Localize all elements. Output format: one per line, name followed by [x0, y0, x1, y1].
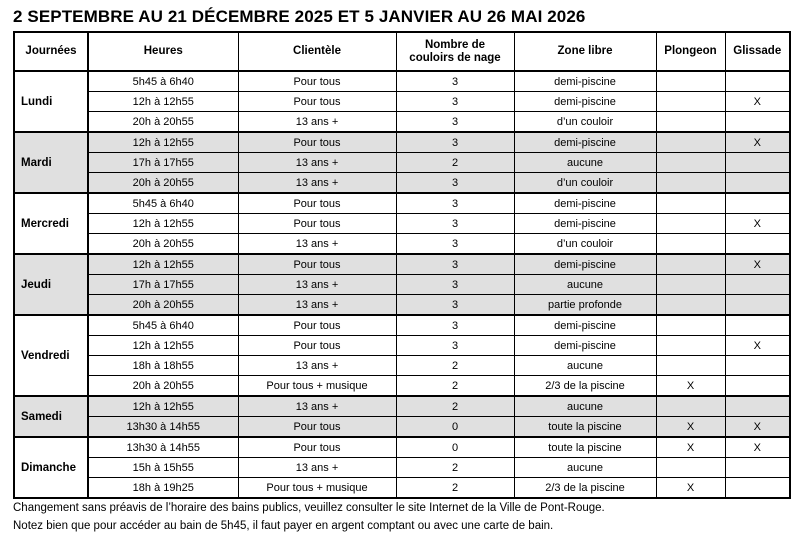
cell-slide — [725, 315, 790, 336]
cell-clientele: 13 ans + — [238, 458, 396, 478]
cell-zone: demi-piscine — [514, 336, 656, 356]
cell-zone: aucune — [514, 458, 656, 478]
cell-slide: X — [725, 254, 790, 275]
cell-zone: demi-piscine — [514, 254, 656, 275]
cell-dive — [656, 295, 725, 316]
cell-dive: X — [656, 437, 725, 458]
cell-dive — [656, 153, 725, 173]
cell-slide: X — [725, 437, 790, 458]
header-day: Journées — [14, 32, 88, 71]
cell-hours: 17h à 17h55 — [88, 153, 238, 173]
cell-lanes: 3 — [396, 336, 514, 356]
day-group-vendredi — [14, 315, 790, 396]
cell-dive — [656, 356, 725, 376]
day-label: Samedi — [14, 396, 88, 437]
cell-clientele: Pour tous — [238, 71, 396, 92]
table-row — [14, 458, 790, 478]
page-title: 2 SEPTEMBRE AU 21 DÉCEMBRE 2025 ET 5 JANVIER AU 26 MAI 2026 — [13, 7, 586, 26]
cell-hours: 18h à 19h25 — [88, 478, 238, 499]
cell-clientele: 13 ans + — [238, 356, 396, 376]
cell-hours: 5h45 à 6h40 — [88, 71, 238, 92]
day-label: Mardi — [14, 132, 88, 193]
cell-lanes: 3 — [396, 132, 514, 153]
cell-clientele: Pour tous — [238, 437, 396, 458]
cell-dive — [656, 315, 725, 336]
cell-lanes: 2 — [396, 478, 514, 499]
schedule-table — [13, 31, 791, 499]
cell-hours: 18h à 18h55 — [88, 356, 238, 376]
cell-hours: 12h à 12h55 — [88, 214, 238, 234]
cell-lanes: 3 — [396, 173, 514, 194]
cell-dive — [656, 71, 725, 92]
cell-dive — [656, 132, 725, 153]
day-label: Mercredi — [14, 193, 88, 254]
cell-clientele: 13 ans + — [238, 112, 396, 133]
cell-dive: X — [656, 376, 725, 397]
cell-lanes: 2 — [396, 396, 514, 417]
table-row — [14, 92, 790, 112]
cell-lanes: 3 — [396, 71, 514, 92]
cell-hours: 20h à 20h55 — [88, 173, 238, 194]
table-row — [14, 478, 790, 499]
cell-lanes: 3 — [396, 254, 514, 275]
header-slide: Glissade — [725, 32, 790, 71]
cell-hours: 20h à 20h55 — [88, 112, 238, 133]
cell-zone: demi-piscine — [514, 92, 656, 112]
table-row — [14, 295, 790, 316]
table-row — [14, 193, 790, 214]
cell-hours: 12h à 12h55 — [88, 132, 238, 153]
cell-lanes: 3 — [396, 234, 514, 255]
cell-clientele: Pour tous — [238, 254, 396, 275]
cell-slide — [725, 173, 790, 194]
cell-clientele: Pour tous — [238, 214, 396, 234]
cell-clientele: Pour tous — [238, 336, 396, 356]
cell-dive — [656, 458, 725, 478]
cell-hours: 13h30 à 14h55 — [88, 417, 238, 438]
cell-dive — [656, 112, 725, 133]
cell-slide — [725, 112, 790, 133]
cell-dive — [656, 396, 725, 417]
header-clientele: Clientèle — [238, 32, 396, 71]
cell-zone: demi-piscine — [514, 193, 656, 214]
cell-lanes: 3 — [396, 315, 514, 336]
cell-lanes: 2 — [396, 356, 514, 376]
cell-hours: 12h à 12h55 — [88, 254, 238, 275]
cell-zone: demi-piscine — [514, 315, 656, 336]
cell-zone: aucune — [514, 356, 656, 376]
table-row — [14, 376, 790, 397]
day-group-lundi — [14, 71, 790, 132]
day-group-mardi — [14, 132, 790, 193]
cell-zone: toute la piscine — [514, 437, 656, 458]
cell-zone: toute la piscine — [514, 417, 656, 438]
cell-hours: 20h à 20h55 — [88, 295, 238, 316]
day-group-samedi — [14, 396, 790, 437]
day-label: Dimanche — [14, 437, 88, 498]
cell-zone: partie profonde — [514, 295, 656, 316]
cell-slide — [725, 153, 790, 173]
table-row — [14, 275, 790, 295]
cell-zone: d’un couloir — [514, 112, 656, 133]
cell-slide: X — [725, 132, 790, 153]
cell-clientele: Pour tous — [238, 315, 396, 336]
cell-zone: 2/3 de la piscine — [514, 376, 656, 397]
cell-dive: X — [656, 417, 725, 438]
table-row — [14, 254, 790, 275]
note-schedule-change: Changement sans préavis de l’horaire des bains publics, veuillez consulter le site Internet de la Ville de Pont-Rouge. — [13, 502, 605, 514]
table-row — [14, 437, 790, 458]
cell-clientele: 13 ans + — [238, 295, 396, 316]
cell-zone: d’un couloir — [514, 173, 656, 194]
cell-dive — [656, 275, 725, 295]
header-dive: Plongeon — [656, 32, 725, 71]
cell-dive — [656, 173, 725, 194]
cell-lanes: 2 — [396, 376, 514, 397]
cell-zone: d’un couloir — [514, 234, 656, 255]
header-lanes-line2: couloirs de nage — [409, 51, 501, 64]
cell-clientele: 13 ans + — [238, 153, 396, 173]
header-row — [14, 32, 790, 71]
cell-clientele: Pour tous — [238, 92, 396, 112]
table-row — [14, 132, 790, 153]
cell-clientele: 13 ans + — [238, 173, 396, 194]
table-row — [14, 214, 790, 234]
cell-dive — [656, 214, 725, 234]
cell-lanes: 3 — [396, 92, 514, 112]
cell-zone: demi-piscine — [514, 214, 656, 234]
cell-lanes: 3 — [396, 112, 514, 133]
cell-zone: aucune — [514, 275, 656, 295]
cell-slide — [725, 275, 790, 295]
cell-slide — [725, 478, 790, 499]
cell-lanes: 3 — [396, 193, 514, 214]
cell-dive — [656, 92, 725, 112]
day-label: Lundi — [14, 71, 88, 132]
cell-hours: 12h à 12h55 — [88, 92, 238, 112]
cell-hours: 20h à 20h55 — [88, 376, 238, 397]
header-lanes-line1: Nombre de — [424, 38, 486, 51]
table-row — [14, 336, 790, 356]
cell-hours: 20h à 20h55 — [88, 234, 238, 255]
cell-clientele: Pour tous — [238, 417, 396, 438]
day-group-mercredi — [14, 193, 790, 254]
cell-hours: 15h à 15h55 — [88, 458, 238, 478]
table-row — [14, 417, 790, 438]
notes — [13, 499, 605, 535]
table-row — [14, 153, 790, 173]
cell-dive: X — [656, 478, 725, 499]
cell-hours: 13h30 à 14h55 — [88, 437, 238, 458]
table-row — [14, 234, 790, 255]
header-hours: Heures — [88, 32, 238, 71]
cell-slide — [725, 396, 790, 417]
cell-dive — [656, 254, 725, 275]
cell-slide: X — [725, 214, 790, 234]
cell-clientele: 13 ans + — [238, 234, 396, 255]
cell-zone: aucune — [514, 153, 656, 173]
table-row — [14, 396, 790, 417]
table-row — [14, 356, 790, 376]
note-payment: Notez bien que pour accéder au bain de 5h45, il faut payer en argent comptant ou avec une carte de bain. — [13, 520, 554, 532]
cell-zone: demi-piscine — [514, 132, 656, 153]
cell-clientele: Pour tous + musique — [238, 376, 396, 397]
cell-slide — [725, 458, 790, 478]
table-row — [14, 71, 790, 92]
cell-hours: 12h à 12h55 — [88, 396, 238, 417]
cell-slide — [725, 356, 790, 376]
cell-zone: 2/3 de la piscine — [514, 478, 656, 499]
cell-lanes: 3 — [396, 214, 514, 234]
cell-hours: 5h45 à 6h40 — [88, 193, 238, 214]
table-row — [14, 173, 790, 194]
cell-lanes: 3 — [396, 275, 514, 295]
cell-slide: X — [725, 417, 790, 438]
cell-lanes: 3 — [396, 295, 514, 316]
cell-slide — [725, 193, 790, 214]
cell-lanes: 0 — [396, 417, 514, 438]
cell-clientele: Pour tous + musique — [238, 478, 396, 499]
cell-lanes: 2 — [396, 458, 514, 478]
cell-slide — [725, 376, 790, 397]
cell-clientele: Pour tous — [238, 132, 396, 153]
cell-zone: aucune — [514, 396, 656, 417]
cell-slide — [725, 295, 790, 316]
day-group-dimanche — [14, 437, 790, 498]
day-group-jeudi — [14, 254, 790, 315]
cell-slide: X — [725, 92, 790, 112]
cell-slide — [725, 234, 790, 255]
cell-dive — [656, 336, 725, 356]
table-row — [14, 112, 790, 133]
cell-slide: X — [725, 336, 790, 356]
day-label: Vendredi — [14, 315, 88, 396]
cell-hours: 17h à 17h55 — [88, 275, 238, 295]
cell-hours: 5h45 à 6h40 — [88, 315, 238, 336]
cell-clientele: Pour tous — [238, 193, 396, 214]
cell-clientele: 13 ans + — [238, 396, 396, 417]
cell-zone: demi-piscine — [514, 71, 656, 92]
cell-lanes: 2 — [396, 153, 514, 173]
table-row — [14, 315, 790, 336]
cell-clientele: 13 ans + — [238, 275, 396, 295]
cell-hours: 12h à 12h55 — [88, 336, 238, 356]
day-label: Jeudi — [14, 254, 88, 315]
cell-dive — [656, 234, 725, 255]
header-zone: Zone libre — [514, 32, 656, 71]
cell-lanes: 0 — [396, 437, 514, 458]
cell-dive — [656, 193, 725, 214]
header-lanes — [396, 32, 514, 71]
cell-slide — [725, 71, 790, 92]
